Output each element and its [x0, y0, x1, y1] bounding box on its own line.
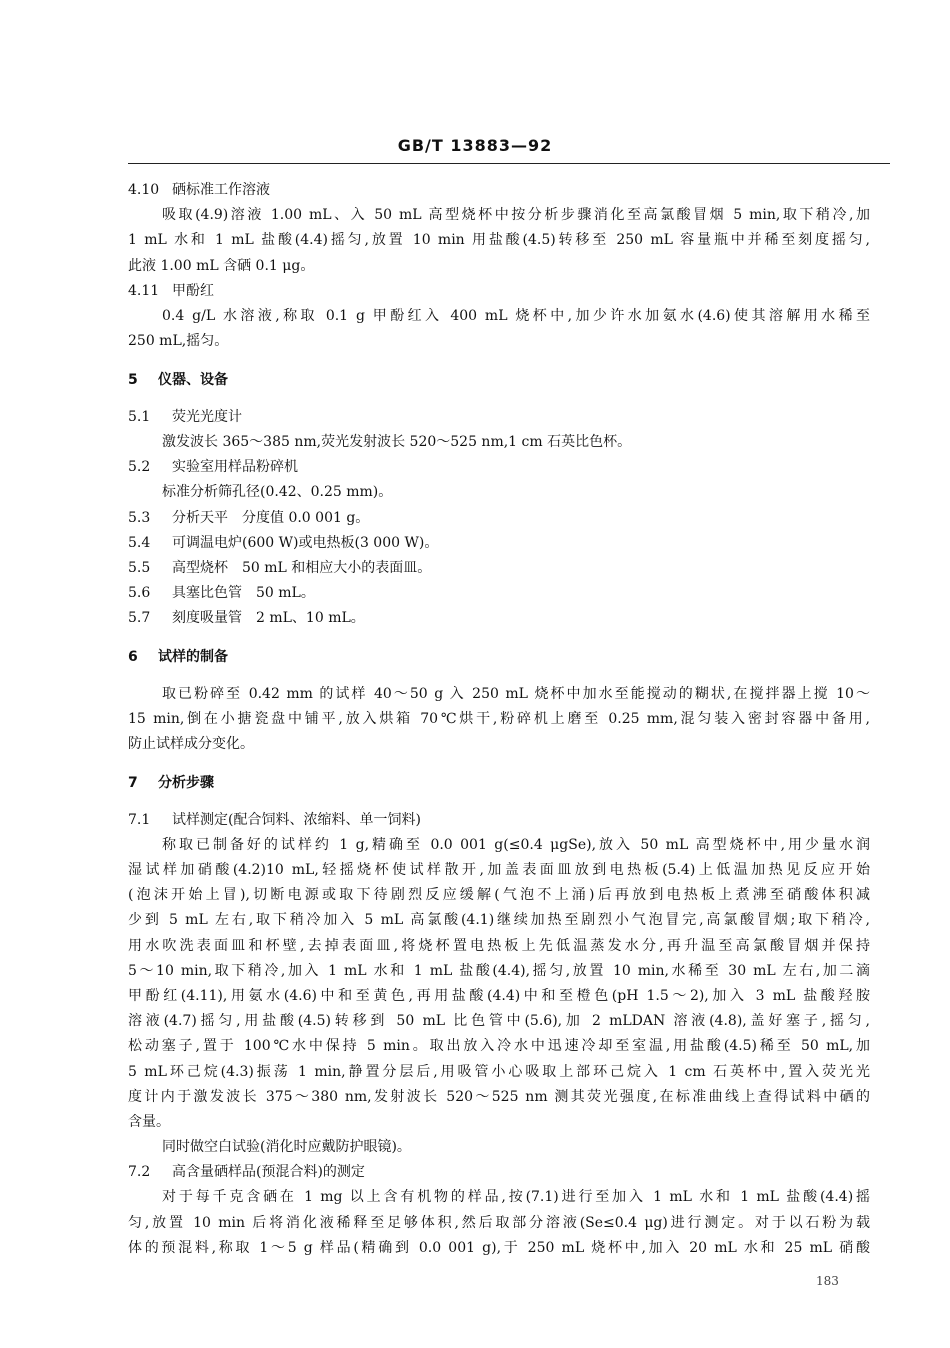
subsection-heading-5-5: 5.5 高型烧杯 50 mL 和相应大小的表面皿。: [128, 560, 432, 576]
subsection-heading-4-10: 4.10 硒标准工作溶液: [128, 182, 270, 198]
header-rule: [128, 163, 890, 164]
paragraph-line: 度计内于激发波长 375～380 nm,发射波长 520～525 nm 测其荧光强度,在标准曲线上查得试料中硒的: [128, 1089, 870, 1105]
paragraph-line: 少到 5 mL 左右,取下稍冷加入 5 mL 高氯酸(4.1)继续加热至剧烈小气泡冒完,高氯酸冒烟;取下稍冷,: [128, 912, 870, 928]
paragraph-line: 标准分析筛孔径(0.42、0.25 mm)。: [162, 484, 393, 500]
paragraph-line: 此液 1.00 mL 含硒 0.1 μg。: [128, 258, 315, 274]
paragraph-line: 湿试样加硝酸(4.2)10 mL,轻摇烧杯使试样散开,加盖表面皿放到电热板(5.4)上低温加热见反应开始: [128, 862, 870, 878]
subsection-heading-5-7: 5.7 刻度吸量管 2 mL、10 mL。: [128, 610, 365, 626]
subsection-heading-7-1: 7.1 试样测定(配合饲料、浓缩料、单一饲料): [128, 812, 421, 828]
section-heading-5: 5 仪器、设备: [128, 372, 228, 388]
paragraph-line: 250 mL,摇匀。: [128, 333, 229, 349]
paragraph-line: 激发波长 365～385 nm,荧光发射波长 520～525 nm,1 cm 石英比色杯。: [162, 434, 632, 450]
subsection-heading-4-11: 4.11 甲酚红: [128, 283, 214, 299]
paragraph-line: 0.4 g/L 水溶液,称取 0.1 g 甲酚红入 400 mL 烧杯中,加少许水加氨水(4.6)使其溶解用水稀至: [162, 308, 870, 324]
paragraph-line: (泡沫开始上冒),切断电源或取下待剧烈反应缓解(气泡不上涌)后再放到电热板上煮沸至硝酸体积减: [128, 887, 870, 903]
paragraph-line: 防止试样成分变化。: [128, 736, 254, 752]
subsection-heading-5-6: 5.6 具塞比色管 50 mL。: [128, 585, 315, 601]
paragraph-line: 同时做空白试验(消化时应戴防护眼镜)。: [162, 1139, 411, 1155]
page-number: 183: [816, 1274, 839, 1288]
subsection-heading-7-2: 7.2 高含量硒样品(预混合料)的测定: [128, 1164, 365, 1180]
subsection-heading-5-2: 5.2 实验室用样品粉碎机: [128, 459, 298, 475]
paragraph-line: 含量。: [128, 1114, 170, 1130]
paragraph-line: 溶液(4.7)摇匀,用盐酸(4.5)转移到 50 mL 比色管中(5.6),加 2 mLDAN 溶液(4.8),盖好塞子,摇匀,: [128, 1013, 870, 1029]
subsection-heading-5-4: 5.4 可调温电炉(600 W)或电热板(3 000 W)。: [128, 535, 439, 551]
paragraph-line: 松动塞子,置于 100℃水中保持 5 min。取出放入冷水中迅速冷却至室温,用盐酸(4.5)稀至 50 mL,加: [128, 1038, 870, 1054]
paragraph-line: 用水吹洗表面皿和杯壁,去掉表面皿,将烧杯置电热板上先低温蒸发水分,再升温至高氯酸冒烟并保持: [128, 938, 870, 954]
standard-code-header: GB/T 13883—92: [397, 136, 553, 155]
paragraph-line: 称取已制备好的试样约 1 g,精确至 0.0 001 g(≤0.4 μgSe),放入 50 mL 高型烧杯中,用少量水润: [162, 837, 870, 853]
paragraph-line: 甲酚红(4.11),用氨水(4.6)中和至黄色,再用盐酸(4.4)中和至橙色(pH 1.5～2),加入 3 mL 盐酸羟胺: [128, 988, 870, 1004]
paragraph-line: 5 mL环己烷(4.3)振荡 1 min,静置分层后,用吸管小心吸取上部环己烷入 1 cm 石英杯中,置入荧光光: [128, 1064, 870, 1080]
paragraph-line: 体的预混料,称取 1～5 g 样品(精确到 0.0 001 g),于 250 mL 烧杯中,加入 20 mL 水和 25 mL 硝酸: [128, 1240, 870, 1256]
paragraph-line: 1 mL 水和 1 mL 盐酸(4.4)摇匀,放置 10 min 用盐酸(4.5)转移至 250 mL 容量瓶中并稀至刻度摇匀,: [128, 232, 870, 248]
paragraph-line: 对于每千克含硒在 1 mg 以上含有机物的样品,按(7.1)进行至加入 1 mL 水和 1 mL 盐酸(4.4)摇: [162, 1189, 870, 1205]
paragraph-line: 匀,放置 10 min 后将消化液稀释至足够体积,然后取部分溶液(Se≤0.4 μg)进行测定。对于以石粉为载: [128, 1215, 870, 1231]
subsection-heading-5-3: 5.3 分析天平 分度值 0.0 001 g。: [128, 510, 370, 526]
section-heading-6: 6 试样的制备: [128, 649, 228, 665]
paragraph-line: 5～10 min,取下稍冷,加入 1 mL 水和 1 mL 盐酸(4.4),摇匀,放置 10 min,水稀至 30 mL 左右,加二滴: [128, 963, 870, 979]
paragraph-line: 取已粉碎至 0.42 mm 的试样 40～50 g 入 250 mL 烧杯中加水至能搅动的糊状,在搅拌器上搅 10～: [162, 686, 870, 702]
paragraph-line: 15 min,倒在小搪瓷盘中铺平,放入烘箱 70℃烘干,粉碎机上磨至 0.25 mm,混匀装入密封容器中备用,: [128, 711, 870, 727]
paragraph-line: 吸取(4.9)溶液 1.00 mL、入 50 mL 高型烧杯中按分析步骤消化至高氯酸冒烟 5 min,取下稍冷,加: [162, 207, 870, 223]
subsection-heading-5-1: 5.1 荧光光度计: [128, 409, 242, 425]
section-heading-7: 7 分析步骤: [128, 775, 214, 791]
